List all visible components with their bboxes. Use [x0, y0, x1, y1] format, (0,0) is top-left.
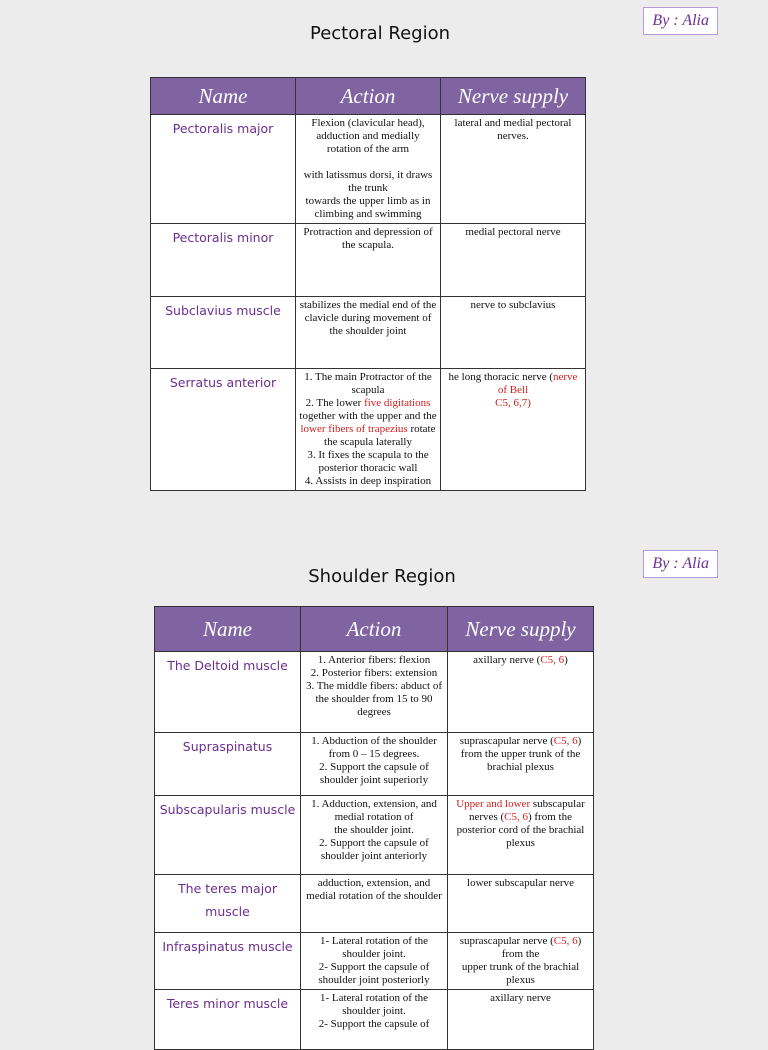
cell-text: 3. It fixes the scapula to the posterior thoracic wall: [307, 449, 429, 474]
table-row: [155, 933, 594, 990]
muscle-nerve-supply: [441, 115, 586, 224]
cell-text: subscapular nerves (: [469, 798, 585, 823]
cell-line: [451, 654, 590, 667]
highlighted-text: C5, 6,7): [495, 397, 531, 409]
muscle-action: [301, 652, 448, 733]
cell-text: with latissmus dorsi, it draws the trunk: [303, 169, 433, 194]
header-action: Action: [296, 78, 441, 115]
cell-text: axillary nerve (: [473, 654, 541, 666]
cell-line: [444, 299, 582, 312]
muscle-nerve-supply: [448, 933, 594, 990]
header-name: Name: [155, 607, 301, 652]
highlighted-text: C5, 6: [553, 735, 578, 747]
cell-line: [299, 226, 437, 252]
cell-text: 2. The lower: [305, 397, 365, 409]
highlighted-text: lower fibers of trapezius: [300, 423, 408, 435]
author-badge: By : Alia: [643, 7, 718, 35]
cell-text: together with the upper and the: [299, 410, 437, 422]
muscle-nerve-supply: [441, 369, 586, 491]
cell-line: [299, 156, 437, 169]
header-action: Action: [301, 607, 448, 652]
cell-text: he long thoracic nerve (: [448, 371, 553, 383]
muscle-name: The Deltoid muscle: [155, 652, 301, 733]
cell-line: [451, 961, 590, 987]
table-row: [151, 369, 586, 491]
cell-line: [299, 397, 437, 449]
cell-text: ) from the upper trunk of the brachial plexus: [460, 735, 582, 773]
cell-text: adduction, extension, and medial rotation of the shoulder: [306, 877, 442, 902]
cell-line: [299, 475, 437, 488]
cell-text: ): [564, 654, 568, 666]
muscle-name: Supraspinatus: [155, 733, 301, 796]
cell-line: [304, 961, 444, 987]
muscle-name: Subclavius muscle: [151, 297, 296, 369]
cell-line: [304, 1018, 444, 1031]
highlighted-text: C5, 6: [504, 811, 528, 823]
cell-text: suprascapular nerve (: [459, 735, 554, 747]
cell-line: [451, 877, 590, 890]
muscle-action: [296, 115, 441, 224]
pectoral-muscle-table: [150, 77, 586, 491]
header-nerve-supply: Nerve supply: [448, 607, 594, 652]
cell-text: towards the upper limb as in climbing and swimming: [305, 195, 431, 220]
muscle-nerve-supply: [441, 297, 586, 369]
cell-text: 4. Assists in deep inspiration: [304, 475, 432, 487]
cell-line: [444, 117, 582, 143]
cell-text: 2- Support the capsule of: [318, 1018, 430, 1030]
header-name: Name: [151, 78, 296, 115]
cell-text: 1. Adduction, extension, and medial rotation of: [311, 798, 437, 823]
muscle-name: Serratus anterior: [151, 369, 296, 491]
shoulder-muscle-table: [154, 606, 594, 1050]
muscle-nerve-supply: [448, 733, 594, 796]
muscle-action: [296, 224, 441, 297]
cell-text: 2. Posterior fibers: extension: [310, 667, 438, 679]
cell-text: lateral and medial pectoral nerves.: [454, 117, 572, 142]
cell-line: [304, 837, 444, 863]
pectoral-region-title: Pectoral Region: [309, 23, 451, 44]
table-row: [155, 796, 594, 875]
table-row: [155, 733, 594, 796]
cell-line: [444, 397, 582, 410]
cell-line: [304, 935, 444, 961]
cell-text: 2. Support the capsule of shoulder joint superiorly: [319, 761, 429, 786]
cell-line: [299, 195, 437, 221]
muscle-nerve-supply: [441, 224, 586, 297]
table-row: [151, 297, 586, 369]
cell-text: ) from the: [501, 935, 582, 960]
cell-text: 2. Support the capsule of shoulder joint anteriorly: [319, 837, 429, 862]
table-header-row: [155, 607, 594, 652]
cell-text: 2- Support the capsule of shoulder joint posteriorly: [318, 961, 430, 986]
cell-text: 3. The middle fibers: abduct of the shoulder from 15 to 90 degrees: [305, 680, 443, 718]
table-row: [155, 875, 594, 933]
cell-line: [299, 169, 437, 195]
muscle-name: The teres major muscle: [155, 875, 301, 933]
header-nerve-supply: Nerve supply: [441, 78, 586, 115]
muscle-action: [301, 796, 448, 875]
cell-text: 1. Abduction of the shoulder from 0 – 15 degrees.: [311, 735, 437, 760]
muscle-nerve-supply: [448, 875, 594, 933]
cell-line: [304, 824, 444, 837]
cell-text: stabilizes the medial end of the clavicle during movement of the shoulder joint: [299, 299, 437, 337]
cell-text: axillary nerve: [490, 992, 551, 1004]
muscle-nerve-supply: [448, 652, 594, 733]
highlighted-text: Upper and lower: [456, 798, 531, 810]
cell-line: [444, 226, 582, 239]
cell-line: [304, 667, 444, 680]
cell-line: [304, 735, 444, 761]
muscle-nerve-supply: [448, 990, 594, 1050]
cell-text: Flexion (clavicular head), adduction and medially rotation of the arm: [311, 117, 425, 155]
table-row: [151, 115, 586, 224]
cell-line: [299, 299, 437, 338]
cell-line: [304, 798, 444, 824]
cell-text: the shoulder joint.: [334, 824, 414, 836]
cell-text: 1. Anterior fibers: flexion: [317, 654, 431, 666]
cell-line: [304, 877, 444, 903]
table-row: [155, 652, 594, 733]
cell-line: [304, 654, 444, 667]
shoulder-region-title: Shoulder Region: [308, 566, 456, 587]
muscle-name: Teres minor muscle: [155, 990, 301, 1050]
cell-text: Protraction and depression of the scapula.: [303, 226, 433, 251]
cell-line: [299, 449, 437, 475]
muscle-action: [296, 297, 441, 369]
muscle-name: Subscapularis muscle: [155, 796, 301, 875]
highlighted-text: C5, 6: [553, 935, 578, 947]
muscle-action: [301, 733, 448, 796]
cell-text: 1- Lateral rotation of the shoulder joint.: [319, 935, 429, 960]
cell-line: [299, 371, 437, 397]
muscle-action: [301, 990, 448, 1050]
highlighted-text: five digitations: [364, 397, 431, 409]
muscle-action: [301, 933, 448, 990]
cell-line: [451, 735, 590, 774]
table-row: [151, 224, 586, 297]
cell-text: medial pectoral nerve: [465, 226, 561, 238]
cell-text: rotate the scapula laterally: [324, 423, 436, 448]
cell-text: 1. The main Protractor of the scapula: [304, 371, 432, 396]
highlighted-text: C5, 6: [540, 654, 565, 666]
cell-line: [451, 798, 590, 850]
cell-text: ) from the posterior cord of the brachial plexus: [456, 811, 585, 849]
muscle-name: Pectoralis major: [151, 115, 296, 224]
cell-line: [299, 117, 437, 156]
cell-line: [451, 935, 590, 961]
muscle-action: [301, 875, 448, 933]
cell-text: 1- Lateral rotation of the shoulder joint.: [319, 992, 429, 1017]
muscle-nerve-supply: [448, 796, 594, 875]
cell-text: lower subscapular nerve: [467, 877, 574, 889]
muscle-name: Pectoralis minor: [151, 224, 296, 297]
table-row: [155, 990, 594, 1050]
cell-text: upper trunk of the brachial plexus: [461, 961, 580, 986]
cell-line: [444, 371, 582, 397]
cell-line: [451, 992, 590, 1005]
muscle-action: [296, 369, 441, 491]
highlighted-text: nerve of Bell: [497, 371, 578, 396]
cell-line: [304, 992, 444, 1018]
author-badge: By : Alia: [643, 550, 718, 578]
cell-text: suprascapular nerve (: [459, 935, 554, 947]
cell-line: [304, 761, 444, 787]
table-header-row: [151, 78, 586, 115]
cell-text: nerve to subclavius: [470, 299, 556, 311]
muscle-name: Infraspinatus muscle: [155, 933, 301, 990]
cell-line: [304, 680, 444, 719]
